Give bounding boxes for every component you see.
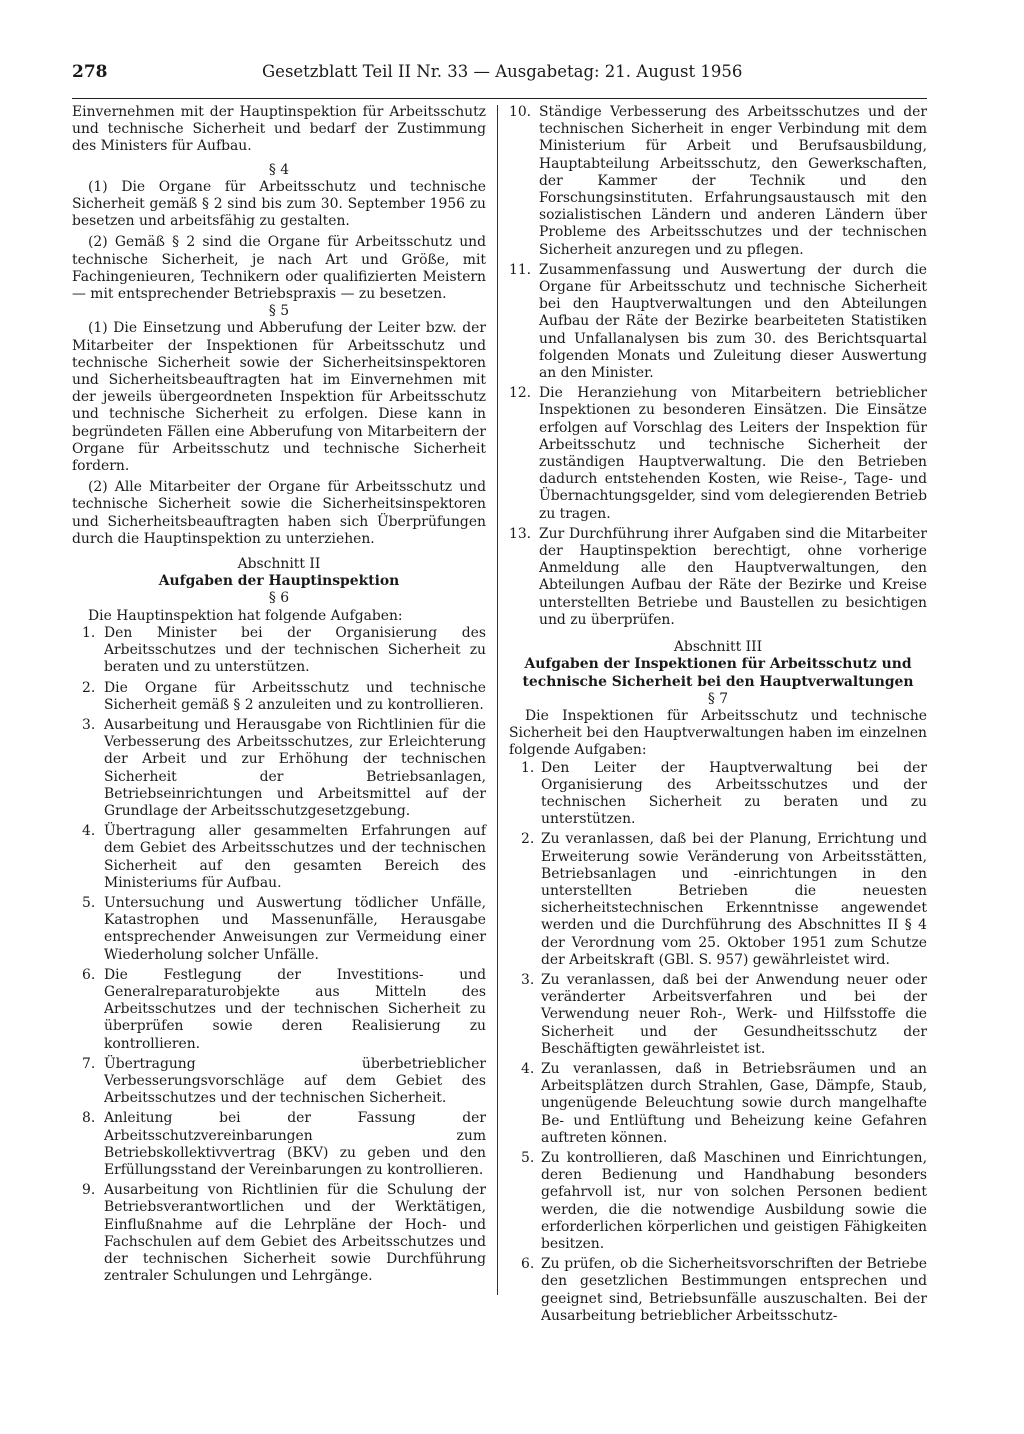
list-item: 6. Zu prüfen, ob die Sicherheitsvorschriften der Betriebe den gesetzlichen Bestimmungen entsprechen und geeignet sind, Betriebsunfälle auszuschalten. Bei der Ausarbeitung betrieblicher Arbeitsschutz-	[521, 1256, 927, 1324]
list-item: 4. Übertragung aller gesammelten Erfahrungen auf dem Gebiet des Arbeitsschutzes und der technischen Sicherheit auf den gesamten Bereich des Ministeriums für Aufbau.	[82, 823, 486, 891]
list-item: 3. Ausarbeitung und Herausgabe von Richtlinien für die Verbesserung des Arbeitsschutzes, zur Erleichterung der Arbeit und zur Erhöhung der technischen Sicherheit der Betriebsanlagen, Betriebseinrichtungen und Arbeitsmittel auf der Grundlage der Arbeitsschutzgesetzgebung.	[82, 716, 486, 819]
list-item: 2. Zu veranlassen, daß bei der Planung, Errichtung und Erweiterung sowie Veränderung von Arbeitsstätten, Betriebsanlagen und -einrichtungen in den unterstellten Betrieben die neuesten sicherheitstechnischen Erkenntnisse angewendet werden und die Durchführung des Abschnittes II § 4 der Verordnung vom 25. Oktober 1951 zum Schutze der Arbeitskraft (GBl. S. 957) gewährleistet wird.	[521, 831, 927, 968]
section-7-list	[509, 760, 927, 1326]
paragraph-4-2: (2) Gemäß § 2 sind die Organe für Arbeitsschutz und technische Sicherheit, je nach Art und Größe, mit Fachingenieuren, Technikern oder qualifizierten Meistern — mit entsprechender Betriebspraxis — zu besetzen.	[72, 234, 486, 303]
list-item: 6. Die Festlegung der Investitions- und Generalreparaturobjekte aus Mitteln des Arbeitsschutzes und der technischen Sicherheit zu überprüfen sowie deren Realisierung zu kontrollieren.	[82, 966, 486, 1052]
paragraph-4-1: (1) Die Organe für Arbeitsschutz und technische Sicherheit gemäß § 2 sind bis zum 30. September 1956 zu besetzen und arbeitsfähig zu gestalten.	[72, 178, 486, 230]
running-title: Gesetzblatt Teil II Nr. 33 — Ausgabetag: 21. August 1956	[262, 62, 743, 81]
section-heading-6: § 6	[268, 590, 290, 607]
abschnitt-3-label: Abschnitt III	[673, 639, 763, 656]
section-6-list	[72, 625, 486, 1286]
list-item: 12. Die Heranziehung von Mitarbeitern betrieblicher Inspektionen zu besonderen Einsätzen. Die Einsätze erfolgen auf Vorschlag des Leiters der Inspektion für Arbeitsschutz und technische Sicherheit der zuständigen Hauptverwaltung. Die den Betrieben dadurch entstehenden Kosten, wie Reise-, Tage- und Übernachtungsgelder, sind vom delegierenden Betrieb zu tragen.	[509, 385, 927, 522]
section-6-intro: Die Hauptinspektion hat folgende Aufgaben:	[88, 607, 403, 624]
section-6-list-continued	[509, 104, 927, 629]
header-rule	[72, 98, 927, 99]
abschnitt-2-label: Abschnitt II	[237, 556, 321, 573]
abschnitt-2-title: Aufgaben der Hauptinspektion	[158, 573, 400, 590]
section-heading-7: § 7	[707, 690, 729, 707]
intro-paragraph: Einvernehmen mit der Hauptinspektion für Arbeitsschutz und technische Sicherheit und bedarf der Zustimmung des Ministers für Aufbau.	[72, 104, 486, 155]
list-item: 5. Zu kontrollieren, daß Maschinen und Einrichtungen, deren Bedienung und Handhabung besonders gefahrvoll ist, nur von solchen Personen bedient werden, die die notwendige Ausbildung sowie die erforderlichen körperlichen und geistigen Fähigkeiten besitzen.	[521, 1149, 927, 1252]
section-heading-4: § 4	[268, 161, 290, 178]
column-divider	[497, 105, 498, 1295]
paragraph-5-2: (2) Alle Mitarbeiter der Organe für Arbeitsschutz und technische Sicherheit sowie die Sicherheitsinspektoren und Sicherheitsbeauftragten haben sich Überprüfungen durch die Hauptinspektion zu unterziehen.	[72, 479, 486, 547]
list-item: 11. Zusammenfassung und Auswertung der durch die Organe für Arbeitsschutz und technische Sicherheit bei den Hauptverwaltungen und den Abteilungen Aufbau der Räte der Bezirke bearbeiteten Statistiken und Unfallanalysen bis zum 30. des Berichtsquartal folgenden Monats und Zuleitung dieser Auswertung an den Minister.	[509, 261, 927, 382]
list-item: 1. Den Leiter der Hauptverwaltung bei der Organisierung des Arbeitsschutzes und der technischen Sicherheit zu beraten und zu unterstützen.	[521, 759, 927, 828]
list-item: 7. Übertragung überbetrieblicher Verbesserungsvorschläge auf dem Gebiet des Arbeitsschutzes und der technischen Sicherheit.	[82, 1055, 486, 1107]
list-item: 4. Zu veranlassen, daß in Betriebsräumen und an Arbeitsplätzen durch Strahlen, Gase, Dämpfe, Staub, ungenügende Beleuchtung sowie durch mangelhafte Be- und Entlüftung und Beheizung keine Gefahren auftreten können.	[521, 1060, 927, 1146]
left-column	[72, 104, 486, 1285]
right-column	[509, 104, 927, 1325]
list-item: 10. Ständige Verbesserung des Arbeitsschutzes und der technischen Sicherheit in enger Verbindung mit dem Ministerium für Arbeit und Berufsausbildung, Hauptabteilung Arbeitsschutz, den Gewerkschaften, der Kammer der Technik und den Forschungsinstituten. Erfahrungsaustausch mit den sozialistischen Ländern und anderen Ländern über Probleme des Arbeitsschutzes und der technischen Sicherheit anzuregen und zu pflegen.	[509, 104, 927, 258]
list-item: 3. Zu veranlassen, daß bei der Anwendung neuer oder veränderter Arbeitsverfahren und bei der Verwendung neuer Roh-, Werk- und Hilfsstoffe die Sicherheit und der Gesundheitsschutz der Beschäftigten gewährleistet ist.	[521, 971, 927, 1057]
list-item: 2. Die Organe für Arbeitsschutz und technische Sicherheit gemäß § 2 anzuleiten und zu kontrollieren.	[82, 679, 486, 713]
paragraph-5-1: (1) Die Einsetzung und Abberufung der Leiter bzw. der Mitarbeiter der Inspektionen für Arbeitsschutz und technische Sicherheit sowie der Sicherheitsinspektoren und Sicherheitsbeauftragten hat im Einvernehmen mit der jeweils übergeordneten Inspektion für Arbeitsschutz und technische Sicherheit zu erfolgen. Diese kann in begründeten Fällen eine Abberufung von Mitarbeitern der Organe für Arbeitsschutz und technische Sicherheit fordern.	[72, 320, 486, 475]
section-heading-5: § 5	[268, 303, 290, 320]
section-7-intro: Die Inspektionen für Arbeitsschutz und technische Sicherheit bei den Hauptverwaltungen haben im einzelnen folgende Aufgaben:	[509, 707, 927, 759]
page-header	[70, 60, 940, 88]
abschnitt-3-title: Aufgaben der Inspektionen für Arbeitsschutz und technische Sicherheit bei den Hauptverwaltungen	[522, 656, 914, 690]
page-number: 278	[72, 62, 108, 82]
list-item: 5. Untersuchung und Auswertung tödlicher Unfälle, Katastrophen und Massenunfälle, Herausgabe entsprechender Anweisungen zur Vermeidung einer Wiederholung solcher Unfälle.	[82, 894, 486, 963]
list-item: 8. Anleitung bei der Fassung der Arbeitsschutzvereinbarungen zum Betriebskollektivvertrag (BKV) zu geben und den Erfüllungsstand der Vereinbarungen zu kontrollieren.	[82, 1110, 486, 1178]
list-item: 13. Zur Durchführung ihrer Aufgaben sind die Mitarbeiter der Hauptinspektion berechtigt, ohne vorherige Anmeldung alle den Hauptverwaltungen, den Abteilungen Aufbau der Räte der Bezirke und Kreise unterstellten Betriebe und Baustellen zu besichtigen und zu überprüfen.	[509, 525, 927, 628]
list-item: 1. Den Minister bei der Organisierung des Arbeitsschutzes und der technischen Sicherheit zu beraten und zu unterstützen.	[82, 624, 486, 676]
list-item: 9. Ausarbeitung von Richtlinien für die Schulung der Betriebsverantwortlichen und der Werktätigen, Einflußnahme auf die Lehrpläne der Hoch- und Fachschulen auf dem Gebiet des Arbeitsschutzes und der technischen Sicherheit sowie Durchführung zentraler Schulungen und Lehrgänge.	[82, 1182, 486, 1285]
